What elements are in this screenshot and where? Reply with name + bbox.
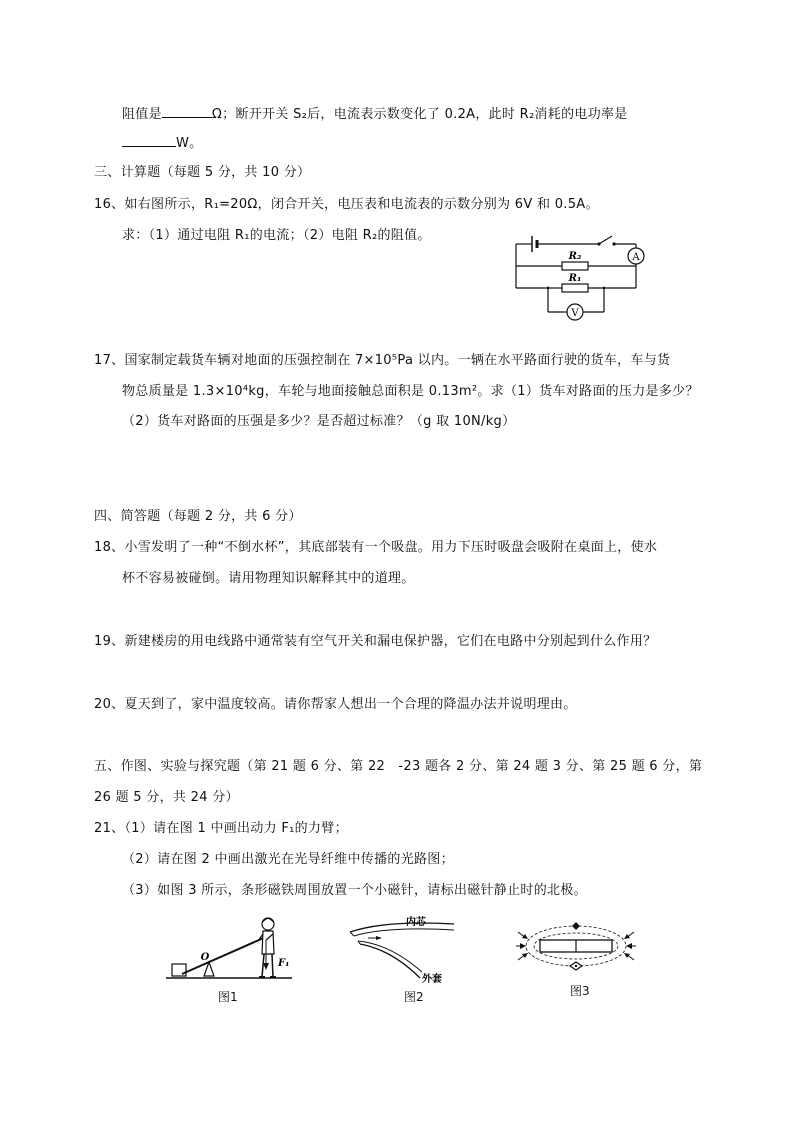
q17-line3: （2）货车对路面的压强是多少？是否超过标准？（g 取 10N/kg） [122, 414, 516, 429]
core-label: 内芯 [406, 917, 426, 928]
q15-line1 [122, 103, 628, 124]
q17-line2: 物总质量是 1.3×10⁴kg，车轮与地面接触总面积是 0.13m²。求（1）货车对路面的压力是多少？ [122, 384, 699, 399]
q17-line1: 17、国家制定载货车辆对地面的压强控制在 7×10⁵Pa 以内。一辆在水平路面行驶的货车，车与货 [94, 353, 671, 368]
figure2-optical-fiber [346, 914, 458, 986]
section3-heading: 三、计算题（每题 5 分，共 10 分） [94, 165, 311, 180]
q18-line2: 杯不容易被碰倒。请用物理知识解释其中的道理。 [122, 571, 415, 586]
section4-heading: 四、简答题（每题 2 分，共 6 分） [94, 509, 302, 524]
lever-bar [182, 936, 268, 974]
q21-part3: （3）如图 3 所示，条形磁铁周围放置一个小磁针，请标出磁针静止时的北极。 [122, 883, 587, 898]
r2-label: R₂ [568, 251, 582, 262]
sheath-label: 外套 [422, 974, 442, 985]
ammeter-label: A [632, 252, 640, 263]
section5-line2: 26 题 5 分，共 24 分） [94, 790, 239, 805]
section5-line1: 五、作图、实验与探究题（第 21 题 6 分、第 22 -23 题各 2 分、第 24 题 3 分、第 25 题 6 分，第 [94, 759, 703, 774]
q20-text: 20、夏天到了，家中温度较高。请你帮家人想出一个合理的降温办法并说明理由。 [94, 697, 577, 712]
q15-prefix: 阻值是 [122, 107, 162, 122]
q18-line1: 18、小雪发明了一种“不倒水杯”，其底部装有一个吸盘。用力下压时吸盘会吸附在桌面上，使水 [94, 540, 658, 555]
q16-ask: 求：（1）通过电阻 R₁的电流；（2）电阻 R₂的阻值。 [122, 228, 431, 243]
q15-blank-power[interactable] [122, 132, 176, 147]
q15-mid: Ω；断开开关 S₂后，电流表示数变化了 0.2A，此时 R₂消耗的电功率是 [211, 107, 628, 122]
figure1-caption: 图1 [218, 990, 238, 1004]
r2-resistor [562, 262, 588, 270]
q21-part2: （2）请在图 2 中画出激光在光导纤维中传播的光路图； [122, 852, 454, 867]
figure2-caption: 图2 [404, 990, 424, 1004]
fiber-sheath-outer-bottom [360, 944, 420, 978]
q15-suffix: W。 [176, 136, 203, 151]
q15-blank-resistance[interactable] [162, 103, 212, 118]
q21-part1: 21、（1）请在图 1 中画出动力 F₁的力臂； [94, 821, 348, 836]
voltmeter-label: V [571, 308, 579, 319]
force-label: F₁ [278, 958, 290, 969]
q15-line2 [122, 132, 202, 153]
figure3-caption: 图3 [570, 984, 590, 998]
q19-text: 19、新建楼房的用电线路中通常装有空气开关和漏电保护器，它们在电路中分别起到什么作用？ [94, 634, 657, 649]
q16-stem: 16、如右图所示，R₁=20Ω，闭合开关，电压表和电流表的示数分别为 6V 和 0.5A。 [94, 197, 599, 212]
r1-resistor [562, 284, 588, 292]
q16-circuit-diagram [506, 232, 654, 326]
r1-label: R₁ [568, 273, 582, 284]
figure3-bar-magnet [514, 918, 638, 978]
fiber-core-top [354, 929, 454, 936]
figure1-lever [162, 914, 298, 986]
fiber-sheath-outer-top [350, 923, 454, 932]
switch-blade [599, 236, 612, 244]
person-head [262, 918, 274, 930]
pivot-label: O [200, 952, 210, 963]
